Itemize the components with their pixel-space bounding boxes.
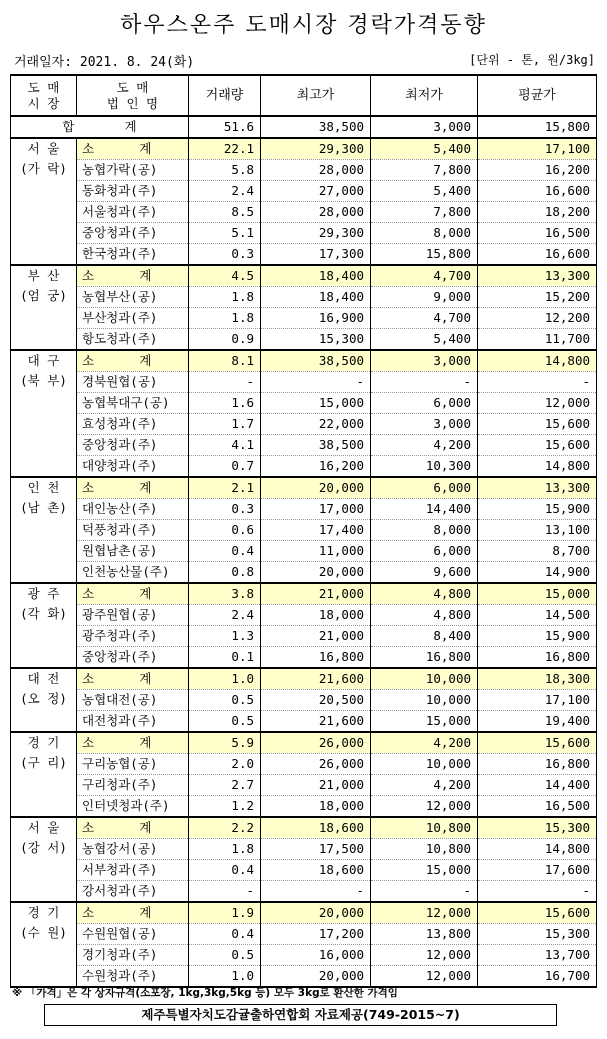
avg-price-cell: 15,900 <box>478 499 597 520</box>
volume-cell: 1.8 <box>189 287 261 308</box>
table-row <box>11 647 597 669</box>
table-row <box>11 414 597 435</box>
market-name-line: 인 천 <box>27 480 60 495</box>
corporation-name: 인터넷청과(주) <box>77 796 189 818</box>
market-name <box>11 902 77 987</box>
table-row <box>11 160 597 181</box>
subtotal-row <box>11 732 597 754</box>
table-row <box>11 435 597 456</box>
max-price-cell: 20,000 <box>261 902 371 924</box>
avg-price-cell: 15,300 <box>478 924 597 945</box>
corporation-name: 농협부산(공) <box>77 287 189 308</box>
table-row <box>11 839 597 860</box>
avg-price-cell: 16,600 <box>478 181 597 202</box>
min-price-cell: 7,800 <box>371 160 478 181</box>
table-row <box>11 181 597 202</box>
table-row <box>11 796 597 818</box>
corporation-name: 농협북대구(공) <box>77 393 189 414</box>
corporation-name: 소 계 <box>77 902 189 924</box>
market-name <box>11 668 77 732</box>
corporation-name: 농협가락(공) <box>77 160 189 181</box>
corporation-name: 덕풍청과(주) <box>77 520 189 541</box>
avg-price-cell: - <box>478 372 597 393</box>
min-price-cell: 14,400 <box>371 499 478 520</box>
max-price-cell: 38,500 <box>261 435 371 456</box>
market-name-line: (각 화) <box>20 606 67 621</box>
max-price-cell: 18,000 <box>261 796 371 818</box>
min-price-cell: 16,800 <box>371 647 478 669</box>
corporation-name: 소 계 <box>77 350 189 372</box>
max-price-cell: - <box>261 372 371 393</box>
volume-cell: 0.4 <box>189 860 261 881</box>
note-bold: 3kg로 환산한 가격임 <box>297 987 398 999</box>
volume-cell: 4.5 <box>189 265 261 287</box>
volume-cell: 2.4 <box>189 605 261 626</box>
min-price-cell: - <box>371 881 478 903</box>
market-name-line: 서 울 <box>27 820 60 835</box>
corporation-name: 강서청과(주) <box>77 881 189 903</box>
max-price-cell: 26,000 <box>261 754 371 775</box>
max-price-cell: 20,000 <box>261 477 371 499</box>
avg-price-cell: 18,200 <box>478 202 597 223</box>
volume-cell: - <box>189 881 261 903</box>
header-avg-price: 평균가 <box>478 75 597 116</box>
header-volume: 거래량 <box>189 75 261 116</box>
min-price-cell: 7,800 <box>371 202 478 223</box>
volume-cell: 0.3 <box>189 244 261 266</box>
table-row <box>11 202 597 223</box>
volume-cell: 8.1 <box>189 350 261 372</box>
avg-price-cell: 18,300 <box>478 668 597 690</box>
market-name-line: (북 부) <box>20 373 67 388</box>
min-price-cell: 4,200 <box>371 775 478 796</box>
min-price-cell: 10,800 <box>371 839 478 860</box>
subtotal-row <box>11 668 597 690</box>
avg-price-cell: 15,900 <box>478 626 597 647</box>
total-volume: 51.6 <box>189 116 261 138</box>
max-price-cell: 28,000 <box>261 160 371 181</box>
note-prefix: ※ 「가격」은 각 상자규격(소포장, 1kg,3kg,5kg 등) 모두 <box>12 987 298 999</box>
table-row <box>11 945 597 966</box>
min-price-cell: 4,700 <box>371 308 478 329</box>
table-row <box>11 966 597 988</box>
min-price-cell: 12,000 <box>371 966 478 988</box>
avg-price-cell: 14,900 <box>478 562 597 584</box>
market-name <box>11 732 77 817</box>
max-price-cell: 16,900 <box>261 308 371 329</box>
min-price-cell: 15,000 <box>371 860 478 881</box>
table-row <box>11 308 597 329</box>
corporation-name: 소 계 <box>77 477 189 499</box>
market-name-line: 대 전 <box>27 671 60 686</box>
avg-price-cell: 16,800 <box>478 647 597 669</box>
corporation-name: 소 계 <box>77 668 189 690</box>
min-price-cell: 12,000 <box>371 902 478 924</box>
max-price-cell: 15,000 <box>261 393 371 414</box>
corporation-name: 소 계 <box>77 817 189 839</box>
volume-cell: 1.6 <box>189 393 261 414</box>
table-row <box>11 626 597 647</box>
avg-price-cell: 15,200 <box>478 287 597 308</box>
volume-cell: 1.7 <box>189 414 261 435</box>
min-price-cell: 4,200 <box>371 732 478 754</box>
volume-cell: 2.2 <box>189 817 261 839</box>
market-name-line: (남 촌) <box>20 500 67 515</box>
max-price-cell: 18,400 <box>261 265 371 287</box>
table-row <box>11 881 597 903</box>
corporation-name: 서부청과(주) <box>77 860 189 881</box>
avg-price-cell: 12,200 <box>478 308 597 329</box>
market-name-line: 경 기 <box>27 905 60 920</box>
max-price-cell: 17,400 <box>261 520 371 541</box>
volume-cell: 5.1 <box>189 223 261 244</box>
volume-cell: 0.7 <box>189 456 261 478</box>
price-note <box>12 985 398 1000</box>
min-price-cell: 12,000 <box>371 796 478 818</box>
min-price-cell: 10,300 <box>371 456 478 478</box>
table-row <box>11 393 597 414</box>
corporation-name: 항도청과(주) <box>77 329 189 351</box>
min-price-cell: 5,400 <box>371 329 478 351</box>
corporation-name: 소 계 <box>77 583 189 605</box>
trade-date: 거래일자: 2021. 8. 24(화) <box>14 55 195 70</box>
table-row <box>11 690 597 711</box>
page-title: 하우스온주 도매시장 경락가격동향 <box>120 13 487 38</box>
table-row <box>11 456 597 478</box>
volume-cell: 0.5 <box>189 711 261 733</box>
max-price-cell: 17,500 <box>261 839 371 860</box>
max-price-cell: 21,000 <box>261 775 371 796</box>
market-name-line: 대 구 <box>27 353 60 368</box>
corporation-name: 중앙청과(주) <box>77 647 189 669</box>
max-price-cell: 27,000 <box>261 181 371 202</box>
corporation-name: 수원청과(주) <box>77 966 189 988</box>
min-price-cell: 10,000 <box>371 754 478 775</box>
market-name <box>11 138 77 265</box>
corporation-name: 대전청과(주) <box>77 711 189 733</box>
corporation-name: 소 계 <box>77 138 189 160</box>
table-row <box>11 329 597 351</box>
volume-cell: 1.8 <box>189 308 261 329</box>
min-price-cell: 9,000 <box>371 287 478 308</box>
table-row <box>11 223 597 244</box>
max-price-cell: 16,000 <box>261 945 371 966</box>
corporation-name: 서울청과(주) <box>77 202 189 223</box>
corporation-name: 구리농협(공) <box>77 754 189 775</box>
max-price-cell: 18,600 <box>261 860 371 881</box>
subtotal-row <box>11 902 597 924</box>
min-price-cell: 10,000 <box>371 668 478 690</box>
corporation-name: 한국청과(주) <box>77 244 189 266</box>
max-price-cell: 17,000 <box>261 499 371 520</box>
min-price-cell: 6,000 <box>371 477 478 499</box>
max-price-cell: 20,000 <box>261 562 371 584</box>
avg-price-cell: 16,800 <box>478 754 597 775</box>
avg-price-cell: 15,600 <box>478 414 597 435</box>
min-price-cell: 6,000 <box>371 393 478 414</box>
avg-price-cell: 15,300 <box>478 817 597 839</box>
max-price-cell: 20,500 <box>261 690 371 711</box>
corporation-name: 경기청과(주) <box>77 945 189 966</box>
total-avg: 15,800 <box>478 116 597 138</box>
corporation-name: 광주청과(주) <box>77 626 189 647</box>
volume-cell: - <box>189 372 261 393</box>
market-name-line: 부 산 <box>27 268 60 283</box>
min-price-cell: 15,000 <box>371 711 478 733</box>
table-row <box>11 372 597 393</box>
min-price-cell: 4,200 <box>371 435 478 456</box>
volume-cell: 0.1 <box>189 647 261 669</box>
header-max-price: 최고가 <box>261 75 371 116</box>
market-name-line: (구 리) <box>20 755 67 770</box>
header-market: 도 매 시 장 <box>11 75 77 116</box>
corporation-name: 부산청과(주) <box>77 308 189 329</box>
volume-cell: 8.5 <box>189 202 261 223</box>
market-name <box>11 477 77 583</box>
max-price-cell: 28,000 <box>261 202 371 223</box>
avg-price-cell: 14,400 <box>478 775 597 796</box>
max-price-cell: 18,400 <box>261 287 371 308</box>
volume-cell: 1.2 <box>189 796 261 818</box>
avg-price-cell: 19,400 <box>478 711 597 733</box>
max-price-cell: 21,600 <box>261 668 371 690</box>
volume-cell: 2.0 <box>189 754 261 775</box>
market-name-line: 광 주 <box>27 586 60 601</box>
volume-cell: 0.5 <box>189 945 261 966</box>
corporation-name: 대양청과(주) <box>77 456 189 478</box>
avg-price-cell: 16,600 <box>478 244 597 266</box>
avg-price-cell: 15,600 <box>478 435 597 456</box>
avg-price-cell: 14,800 <box>478 350 597 372</box>
market-name-line: (수 원) <box>20 925 67 940</box>
avg-price-cell: 14,800 <box>478 839 597 860</box>
market-name <box>11 350 77 477</box>
min-price-cell: 5,400 <box>371 181 478 202</box>
volume-cell: 1.9 <box>189 902 261 924</box>
max-price-cell: 16,800 <box>261 647 371 669</box>
market-name <box>11 265 77 350</box>
avg-price-cell: 15,600 <box>478 732 597 754</box>
market-name-line: (오 정) <box>20 691 67 706</box>
volume-cell: 0.5 <box>189 690 261 711</box>
market-name-line: (강 서) <box>20 840 67 855</box>
header-min-price: 최저가 <box>371 75 478 116</box>
table-row <box>11 287 597 308</box>
total-min: 3,000 <box>371 116 478 138</box>
volume-cell: 0.4 <box>189 924 261 945</box>
min-price-cell: 12,000 <box>371 945 478 966</box>
volume-cell: 2.7 <box>189 775 261 796</box>
avg-price-cell: 16,500 <box>478 796 597 818</box>
min-price-cell: 4,800 <box>371 605 478 626</box>
volume-cell: 0.8 <box>189 562 261 584</box>
volume-cell: 1.0 <box>189 668 261 690</box>
avg-price-cell: 13,100 <box>478 520 597 541</box>
corporation-name: 원협남촌(공) <box>77 541 189 562</box>
corporation-name: 소 계 <box>77 265 189 287</box>
avg-price-cell: 16,700 <box>478 966 597 988</box>
market-name-line: (엄 궁) <box>20 288 67 303</box>
avg-price-cell: 17,100 <box>478 690 597 711</box>
min-price-cell: 6,000 <box>371 541 478 562</box>
volume-cell: 2.1 <box>189 477 261 499</box>
corporation-name: 경북원협(공) <box>77 372 189 393</box>
avg-price-cell: 17,100 <box>478 138 597 160</box>
volume-cell: 4.1 <box>189 435 261 456</box>
volume-cell: 0.6 <box>189 520 261 541</box>
subtotal-row <box>11 350 597 372</box>
total-label: 합계 <box>11 116 189 138</box>
price-table <box>10 74 597 988</box>
min-price-cell: 10,000 <box>371 690 478 711</box>
total-row <box>11 116 597 138</box>
subtotal-row <box>11 583 597 605</box>
corporation-name: 농협강서(공) <box>77 839 189 860</box>
table-header-row <box>11 75 597 116</box>
corporation-name: 동화청과(주) <box>77 181 189 202</box>
avg-price-cell: 13,300 <box>478 265 597 287</box>
volume-cell: 1.8 <box>189 839 261 860</box>
max-price-cell: 21,600 <box>261 711 371 733</box>
avg-price-cell: - <box>478 881 597 903</box>
table-row <box>11 860 597 881</box>
source-box: 제주특별자치도감귤출하연합회 자료제공(749-2015~7) <box>44 1004 557 1026</box>
min-price-cell: 3,000 <box>371 414 478 435</box>
max-price-cell: 29,300 <box>261 138 371 160</box>
corporation-name: 농협대전(공) <box>77 690 189 711</box>
max-price-cell: 18,000 <box>261 605 371 626</box>
subtotal-row <box>11 138 597 160</box>
avg-price-cell: 17,600 <box>478 860 597 881</box>
market-name-line: (가 락) <box>20 161 67 176</box>
max-price-cell: 15,300 <box>261 329 371 351</box>
avg-price-cell: 11,700 <box>478 329 597 351</box>
volume-cell: 1.3 <box>189 626 261 647</box>
volume-cell: 5.9 <box>189 732 261 754</box>
table-row <box>11 924 597 945</box>
unit-label: [단위 - 톤, 원/3kg] <box>469 53 595 67</box>
min-price-cell: - <box>371 372 478 393</box>
table-row <box>11 520 597 541</box>
volume-cell: 1.0 <box>189 966 261 988</box>
table-row <box>11 499 597 520</box>
min-price-cell: 10,800 <box>371 817 478 839</box>
table-row <box>11 775 597 796</box>
corporation-name: 구리청과(주) <box>77 775 189 796</box>
max-price-cell: 21,000 <box>261 626 371 647</box>
min-price-cell: 8,000 <box>371 223 478 244</box>
max-price-cell: 26,000 <box>261 732 371 754</box>
table-row <box>11 244 597 266</box>
min-price-cell: 9,600 <box>371 562 478 584</box>
max-price-cell: 16,200 <box>261 456 371 478</box>
subtotal-row <box>11 265 597 287</box>
max-price-cell: 17,200 <box>261 924 371 945</box>
min-price-cell: 4,800 <box>371 583 478 605</box>
market-name <box>11 583 77 668</box>
max-price-cell: 18,600 <box>261 817 371 839</box>
volume-cell: 2.4 <box>189 181 261 202</box>
corporation-name: 소 계 <box>77 732 189 754</box>
table-row <box>11 541 597 562</box>
max-price-cell: 17,300 <box>261 244 371 266</box>
avg-price-cell: 15,600 <box>478 902 597 924</box>
market-name <box>11 817 77 902</box>
avg-price-cell: 14,500 <box>478 605 597 626</box>
min-price-cell: 8,400 <box>371 626 478 647</box>
corporation-name: 인천농산물(주) <box>77 562 189 584</box>
avg-price-cell: 12,000 <box>478 393 597 414</box>
market-name-line: 서 울 <box>27 141 60 156</box>
volume-cell: 0.3 <box>189 499 261 520</box>
avg-price-cell: 8,700 <box>478 541 597 562</box>
volume-cell: 3.8 <box>189 583 261 605</box>
max-price-cell: 38,500 <box>261 350 371 372</box>
avg-price-cell: 15,000 <box>478 583 597 605</box>
avg-price-cell: 14,800 <box>478 456 597 478</box>
volume-cell: 0.9 <box>189 329 261 351</box>
avg-price-cell: 16,200 <box>478 160 597 181</box>
corporation-name: 수원원협(공) <box>77 924 189 945</box>
total-max: 38,500 <box>261 116 371 138</box>
avg-price-cell: 16,500 <box>478 223 597 244</box>
corporation-name: 대인농산(주) <box>77 499 189 520</box>
corporation-name: 효성청과(주) <box>77 414 189 435</box>
min-price-cell: 4,700 <box>371 265 478 287</box>
market-name-line: 경 기 <box>27 735 60 750</box>
table-row <box>11 562 597 584</box>
min-price-cell: 8,000 <box>371 520 478 541</box>
volume-cell: 22.1 <box>189 138 261 160</box>
min-price-cell: 3,000 <box>371 350 478 372</box>
corporation-name: 중앙청과(주) <box>77 435 189 456</box>
avg-price-cell: 13,300 <box>478 477 597 499</box>
table-row <box>11 605 597 626</box>
corporation-name: 중앙청과(주) <box>77 223 189 244</box>
table-row <box>11 754 597 775</box>
subtotal-row <box>11 477 597 499</box>
volume-cell: 5.8 <box>189 160 261 181</box>
volume-cell: 0.4 <box>189 541 261 562</box>
max-price-cell: 29,300 <box>261 223 371 244</box>
min-price-cell: 13,800 <box>371 924 478 945</box>
avg-price-cell: 13,700 <box>478 945 597 966</box>
header-corporation: 도 매 법 인 명 <box>77 75 189 116</box>
max-price-cell: 20,000 <box>261 966 371 988</box>
min-price-cell: 5,400 <box>371 138 478 160</box>
max-price-cell: 22,000 <box>261 414 371 435</box>
min-price-cell: 15,800 <box>371 244 478 266</box>
max-price-cell: 21,000 <box>261 583 371 605</box>
corporation-name: 광주원협(공) <box>77 605 189 626</box>
subtotal-row <box>11 817 597 839</box>
max-price-cell: 11,000 <box>261 541 371 562</box>
max-price-cell: - <box>261 881 371 903</box>
table-row <box>11 711 597 733</box>
